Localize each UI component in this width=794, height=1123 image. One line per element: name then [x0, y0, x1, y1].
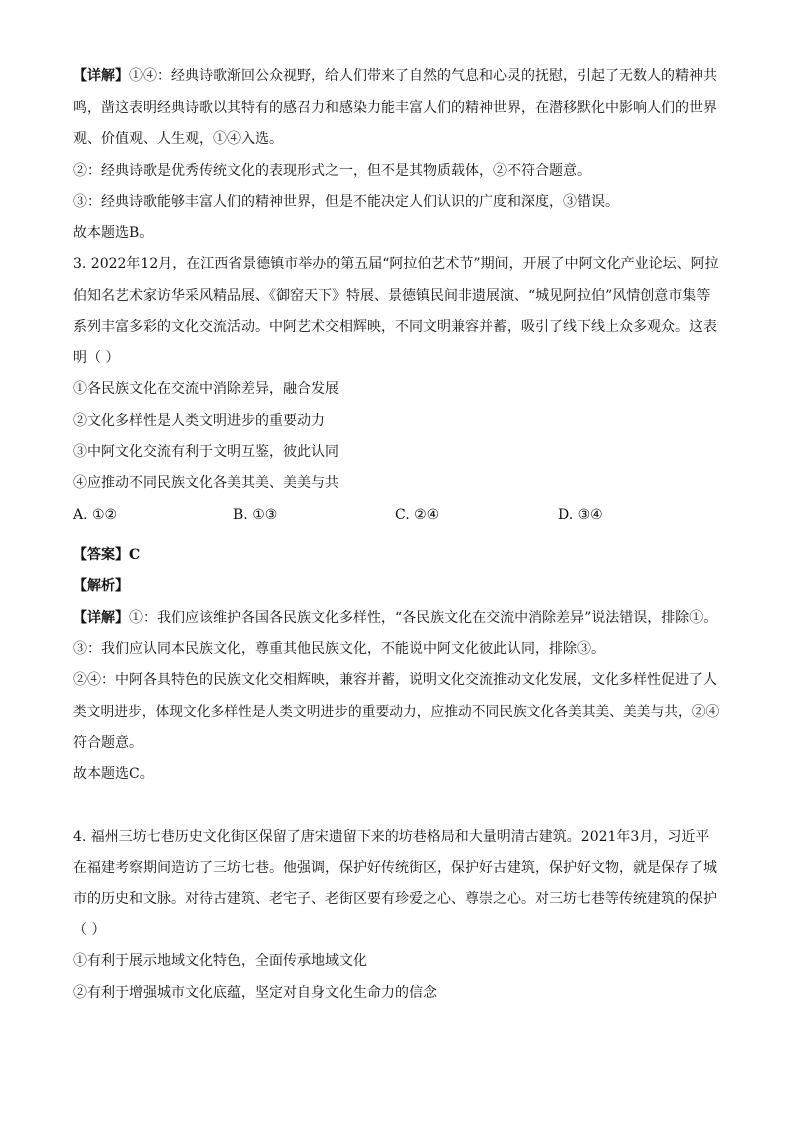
- q2-detail-line: 观、价值观、人生观，①④入选。: [73, 131, 283, 147]
- detail-tag: 【详解】: [73, 610, 129, 626]
- q3-detail-line: 符合题意。: [73, 735, 143, 751]
- option-b: B. ①③: [233, 507, 278, 523]
- q4-item: ②有利于增强城市文化底蕴，坚定对自身文化生命力的信念: [73, 985, 437, 1001]
- q4-stem-line: 在福建考察期间造访了三坊七巷。他强调，保护好传统街区，保护好古建筑，保护好文物，就是保存了城: [73, 860, 717, 876]
- q3-stem-line: 伯知名艺术家访华采风精品展、《御窑天下》特展、景德镇民间非遗展演、“城见阿拉伯”风情创意市集等: [73, 288, 711, 304]
- q3-item: ④应推动不同民族文化各美其美、美美与共: [73, 475, 339, 491]
- q2-conclusion: 故本题选B。: [73, 225, 154, 241]
- q3-item: ③中阿文化交流有利于文明互鉴，彼此认同: [73, 444, 339, 460]
- detail-tag: 【详解】: [73, 68, 129, 84]
- q3-analysis-label: 【解析】: [73, 578, 129, 594]
- q4-item: ①有利于展示地域文化特色，全面传承地域文化: [73, 953, 367, 969]
- q3-item: ②文化多样性是人类文明进步的重要动力: [73, 413, 325, 429]
- q2-detail-line: 【详解】①④：经典诗歌渐回公众视野，给人们带来了自然的气息和心灵的抚慰，引起了无数人的精神共: [73, 68, 717, 84]
- q4-stem-line: 4. 福州三坊七巷历史文化街区保留了唐宋遗留下来的坊巷格局和大量明清古建筑。2021年3月，习近平: [73, 829, 710, 845]
- q3-answer: 【答案】C: [73, 547, 141, 563]
- q3-detail-line: ②④：中阿各具特色的民族文化交相辉映，兼容并蓄，说明文化交流推动文化发展，文化多样性促进了人: [73, 672, 717, 688]
- q3-item: ①各民族文化在交流中消除差异，融合发展: [73, 381, 339, 397]
- option-c: C. ②④: [395, 507, 440, 523]
- q3-stem-line: 系列丰富多彩的文化交流活动。中阿艺术交相辉映，不同文明兼容并蓄，吸引了线下线上众多观众。这表: [73, 319, 717, 335]
- q2-detail-line: 鸣，凿这表明经典诗歌以其特有的感召力和感染力能丰富人们的精神世界，在潜移默化中影响人们的世界: [73, 100, 717, 116]
- q4-stem-line: 市的历史和文脉。对待古建筑、老宅子、老街区要有珍爱之心、尊崇之心。对三坊七巷等传统建筑的保护: [73, 891, 717, 907]
- q2-detail-line: ②：经典诗歌是优秀传统文化的表现形式之一，但不是其物质载体，②不符合题意。: [73, 163, 591, 179]
- q3-detail-line: ③：我们应认同本民族文化，尊重其他民族文化，不能说中阿文化彼此认同，排除③。: [73, 641, 605, 657]
- option-a: A. ①②: [73, 507, 118, 523]
- q3-options-row: [73, 505, 713, 525]
- q3-conclusion: 故本题选C。: [73, 766, 154, 782]
- q3-stem-line: 3. 2022年12月，在江西省景德镇市举办的第五届“阿拉伯艺术节”期间，开展了中阿文化产业论坛、阿拉: [73, 256, 719, 272]
- q3-detail-line: 【详解】①：我们应该维护各国各民族文化多样性，“各民族文化在交流中消除差异”说法错误，排除①。: [73, 610, 718, 626]
- q2-detail-line: ③：经典诗歌能够丰富人们的精神世界，但是不能决定人们认识的广度和深度，③错误。: [73, 194, 619, 210]
- option-d: D. ③④: [558, 507, 603, 523]
- q3-stem-line: 明（ ）: [73, 350, 120, 366]
- q3-detail-line: 类文明进步，体现文化多样性是人类文明进步的重要动力，应推动不同民族文化各美其美、美美与共，②④: [73, 704, 720, 720]
- q4-stem-line: （ ）: [73, 922, 106, 938]
